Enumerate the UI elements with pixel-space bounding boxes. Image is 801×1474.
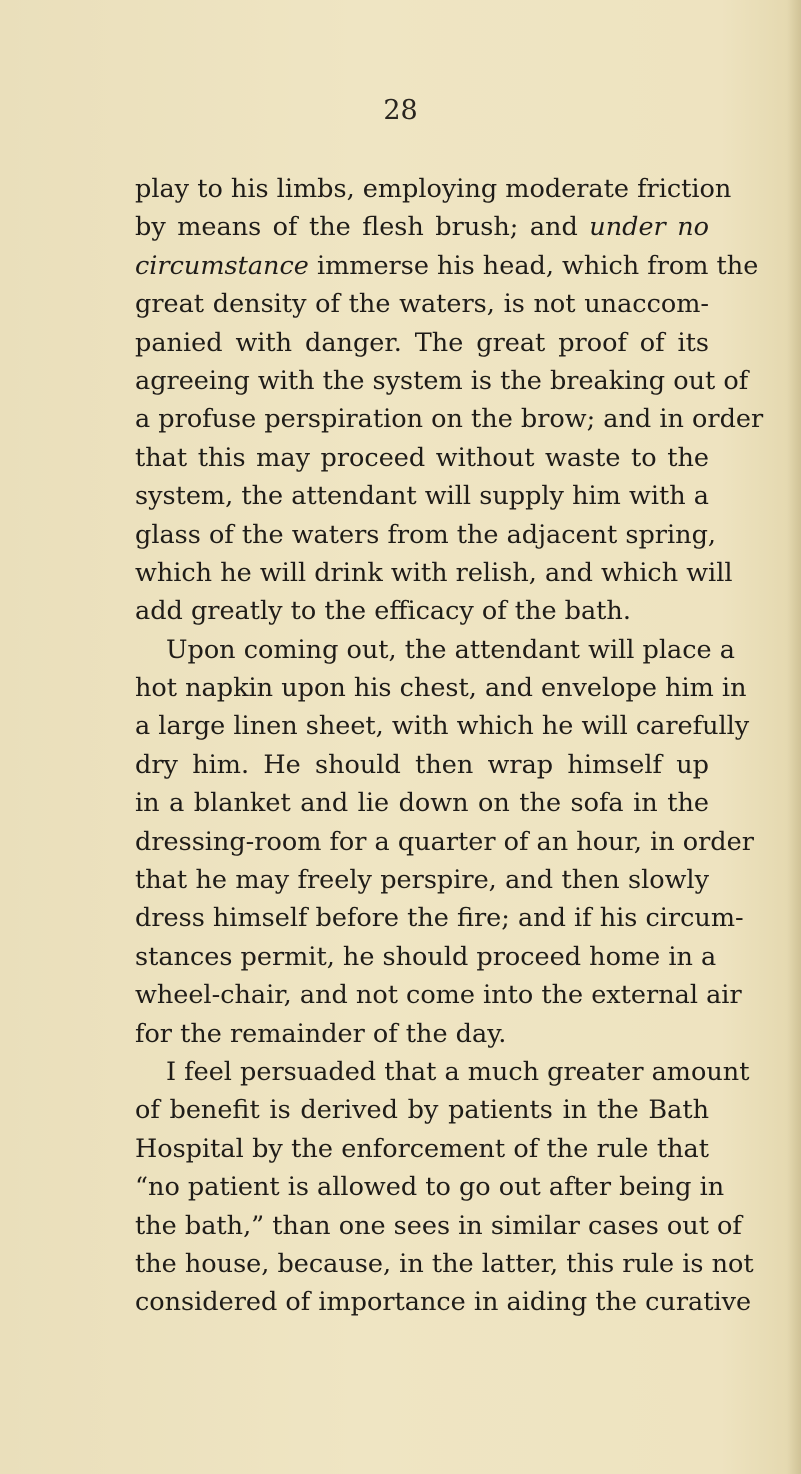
page-number: 28 bbox=[383, 95, 418, 126]
text-line: the house, because, in the latter, this rule is not bbox=[135, 1248, 754, 1279]
paragraph-end-line: add greatly to the efficacy of the bath. bbox=[135, 596, 631, 627]
text-segment: immerse his head, which from the bbox=[316, 250, 759, 281]
text-line: in a blanket and lie down on the sofa in the bbox=[135, 788, 709, 819]
text-line: panied with danger. The great proof of its bbox=[135, 327, 709, 358]
text-line: dry him. He should then wrap himself up bbox=[135, 749, 709, 780]
text-line bbox=[135, 247, 759, 285]
text-line: a large linen sheet, with which he will carefully bbox=[135, 711, 750, 742]
text-line: that this may proceed without waste to the bbox=[135, 442, 709, 473]
text-segment: by means of the flesh brush; and bbox=[135, 212, 578, 243]
text-line: Hospital by the enforcement of the rule that bbox=[135, 1133, 709, 1164]
text-line: hot napkin upon his chest, and envelope him in bbox=[135, 673, 747, 704]
text-line: wheel-chair, and not come into the external air bbox=[135, 980, 742, 1011]
text-line: glass of the waters from the adjacent spring, bbox=[135, 519, 716, 550]
italic-phrase: circumstance bbox=[135, 250, 309, 281]
paragraph-start-line: Upon coming out, the attendant will place a bbox=[166, 634, 735, 665]
text-line: which he will drink with relish, and which will bbox=[135, 557, 733, 588]
text-line bbox=[135, 208, 709, 246]
text-line: system, the attendant will supply him with a bbox=[135, 481, 709, 512]
text-line: agreeing with the system is the breaking out of bbox=[135, 365, 749, 396]
text-line: stances permit, he should proceed home in a bbox=[135, 941, 717, 972]
text-line: considered of importance in aiding the curative bbox=[135, 1287, 752, 1318]
paragraph-start-line: I feel persuaded that a much greater amount bbox=[166, 1056, 750, 1087]
text-line: play to his limbs, employing moderate friction bbox=[135, 174, 732, 204]
text-line: dressing-room for a quarter of an hour, in order bbox=[135, 826, 754, 857]
paragraph-end-line: for the remainder of the day. bbox=[135, 1018, 507, 1049]
body-text bbox=[135, 170, 764, 1322]
text-line: great density of the waters, is not unaccom- bbox=[135, 289, 709, 320]
italic-phrase: under no bbox=[589, 212, 709, 243]
text-line: the bath,” than one sees in similar cases out of bbox=[135, 1210, 742, 1241]
text-line: that he may freely perspire, and then slowly bbox=[135, 865, 709, 896]
text-line: a profuse perspiration on the brow; and in order bbox=[135, 404, 764, 435]
text-line: dress himself before the fire; and if his circum- bbox=[135, 903, 744, 934]
text-line: of benefit is derived by patients in the Bath bbox=[135, 1095, 709, 1126]
page-edge-shadow bbox=[787, 0, 801, 1474]
text-line: “no patient is allowed to go out after being in bbox=[135, 1172, 725, 1203]
